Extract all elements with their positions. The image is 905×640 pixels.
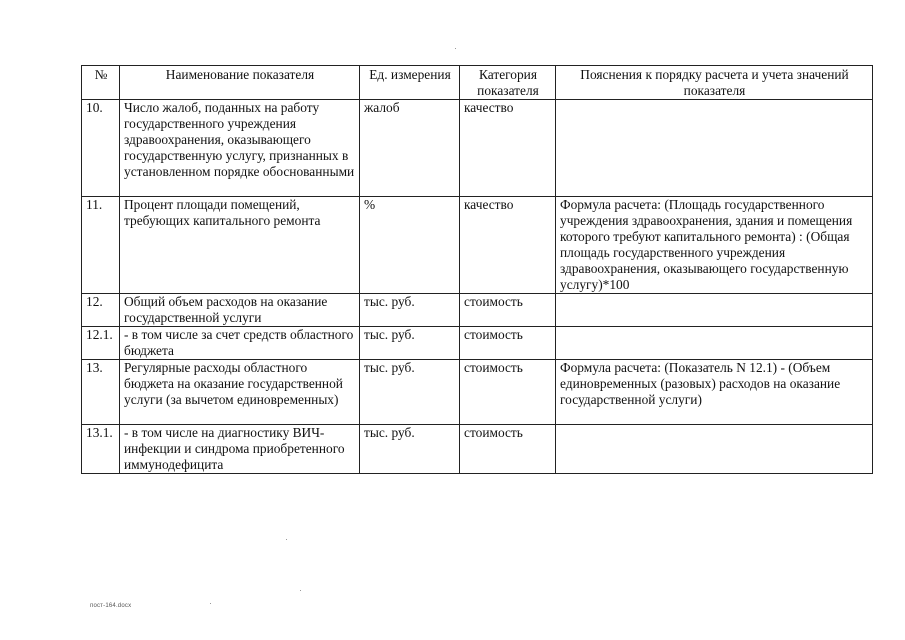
header-name: Наименование показателя <box>120 66 360 100</box>
row-name: Регулярные расходы областного бюджета на оказание государственной услуги (за вычетом единовременных) <box>120 360 360 425</box>
row-unit: тыс. руб. <box>360 425 460 474</box>
row-name: Процент площади помещений, требующих капитального ремонта <box>120 197 360 294</box>
row-name: Число жалоб, поданных на работу государственного учреждения здравоохранения, оказывающего государственную услугу, признанных в установленном порядке обоснованными <box>120 100 360 197</box>
row-notes <box>556 100 873 197</box>
scan-speck <box>455 48 456 49</box>
row-notes <box>556 294 873 327</box>
indicators-table <box>81 65 873 474</box>
scan-speck <box>286 539 287 540</box>
header-num: № <box>82 66 120 100</box>
row-name: Общий объем расходов на оказание государственной услуги <box>120 294 360 327</box>
row-name: - в том числе на диагностику ВИЧ-инфекции и синдрома приобретенного иммунодефицита <box>120 425 360 474</box>
row-num: 11. <box>82 197 120 294</box>
row-category: стоимость <box>460 425 556 474</box>
row-name: - в том числе за счет средств областного бюджета <box>120 327 360 360</box>
table-row <box>82 100 873 197</box>
row-num: 10. <box>82 100 120 197</box>
row-category: стоимость <box>460 294 556 327</box>
row-notes: Формула расчета: (Площадь государственного учреждения здравоохранения, здания и помещения которого требуют капитального ремонта) : (Общая площадь государственного учреждения здравоохранения, оказывающего государственную услугу)*100 <box>556 197 873 294</box>
table-row <box>82 294 873 327</box>
row-category: качество <box>460 100 556 197</box>
row-num: 13. <box>82 360 120 425</box>
row-unit: тыс. руб. <box>360 360 460 425</box>
row-unit: жалоб <box>360 100 460 197</box>
row-notes: Формула расчета: (Показатель N 12.1) - (Объем единовременных (разовых) расходов на оказание государственной услуги) <box>556 360 873 425</box>
row-unit: тыс. руб. <box>360 327 460 360</box>
table-row <box>82 197 873 294</box>
row-category: качество <box>460 197 556 294</box>
header-notes: Пояснения к порядку расчета и учета значений показателя <box>556 66 873 100</box>
header-category: Категория показателя <box>460 66 556 100</box>
table-row <box>82 360 873 425</box>
row-unit: % <box>360 197 460 294</box>
table-header-row <box>82 66 873 100</box>
header-unit: Ед. измерения <box>360 66 460 100</box>
row-category: стоимость <box>460 327 556 360</box>
row-num: 12. <box>82 294 120 327</box>
row-num: 12.1. <box>82 327 120 360</box>
table-row <box>82 425 873 474</box>
row-notes <box>556 327 873 360</box>
scan-speck <box>210 603 211 604</box>
table-row <box>82 327 873 360</box>
footer-file-code: пост-164.docx <box>90 603 132 609</box>
row-unit: тыс. руб. <box>360 294 460 327</box>
row-notes <box>556 425 873 474</box>
row-num: 13.1. <box>82 425 120 474</box>
scan-speck <box>300 590 301 591</box>
row-category: стоимость <box>460 360 556 425</box>
